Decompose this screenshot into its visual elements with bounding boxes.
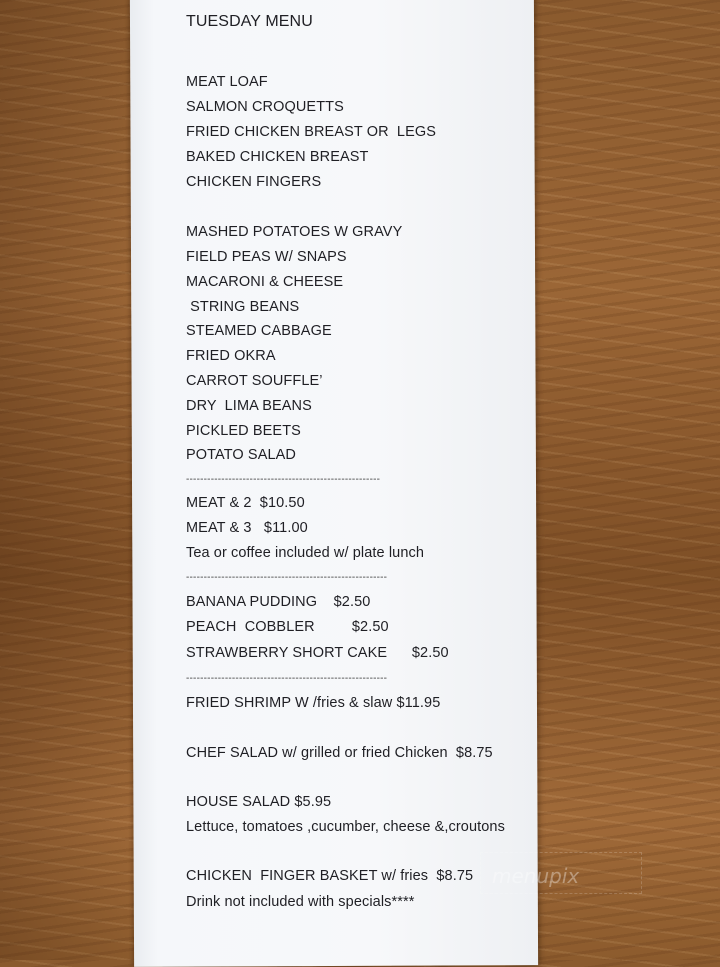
side-item: STEAMED CABBAGE [186, 323, 332, 339]
special-description: Lettuce, tomatoes ,cucumber, cheese &,croutons [186, 819, 505, 835]
section-divider: ------------------------------------------------------- [186, 474, 381, 485]
dessert-item: BANANA PUDDING $2.50 [186, 594, 371, 610]
side-item: MACARONI & CHEESE [186, 274, 344, 290]
side-item: POTATO SALAD [186, 447, 296, 463]
meat-item: CHICKEN FINGERS [186, 174, 322, 190]
section-divider: --------------------------------------------------------- [186, 673, 388, 684]
dessert-item: STRAWBERRY SHORT CAKE $2.50 [186, 645, 449, 661]
side-item: CARROT SOUFFLE’ [186, 373, 323, 389]
meat-item: MEAT LOAF [186, 74, 268, 90]
side-item: STRING BEANS [186, 299, 300, 315]
plate-price-item: MEAT & 3 $11.00 [186, 520, 308, 536]
side-item: PICKLED BEETS [186, 423, 301, 439]
plate-price-item: MEAT & 2 $10.50 [186, 495, 305, 511]
menu-title: TUESDAY MENU [186, 13, 313, 30]
dessert-item: PEACH COBBLER $2.50 [186, 619, 389, 635]
section-divider: --------------------------------------------------------- [186, 572, 388, 583]
side-item: DRY LIMA BEANS [186, 398, 312, 414]
side-item: MASHED POTATOES W GRAVY [186, 224, 403, 240]
wood-table-background [0, 0, 140, 960]
meat-item: SALMON CROQUETTS [186, 99, 344, 115]
special-item: CHEF SALAD w/ grilled or fried Chicken $8.75 [186, 745, 493, 761]
meat-item: BAKED CHICKEN BREAST [186, 149, 369, 165]
side-item: FRIED OKRA [186, 348, 276, 364]
plate-note: Tea or coffee included w/ plate lunch [186, 545, 425, 561]
special-item: HOUSE SALAD $5.95 [186, 794, 332, 810]
specials-note: Drink not included with specials**** [186, 894, 415, 910]
meat-item: FRIED CHICKEN BREAST OR LEGS [186, 124, 436, 140]
side-item: FIELD PEAS W/ SNAPS [186, 249, 347, 265]
special-item: FRIED SHRIMP W /fries & slaw $11.95 [186, 695, 441, 711]
watermark-logo: menupix [492, 864, 580, 888]
special-item: CHICKEN FINGER BASKET w/ fries $8.75 [186, 868, 474, 884]
